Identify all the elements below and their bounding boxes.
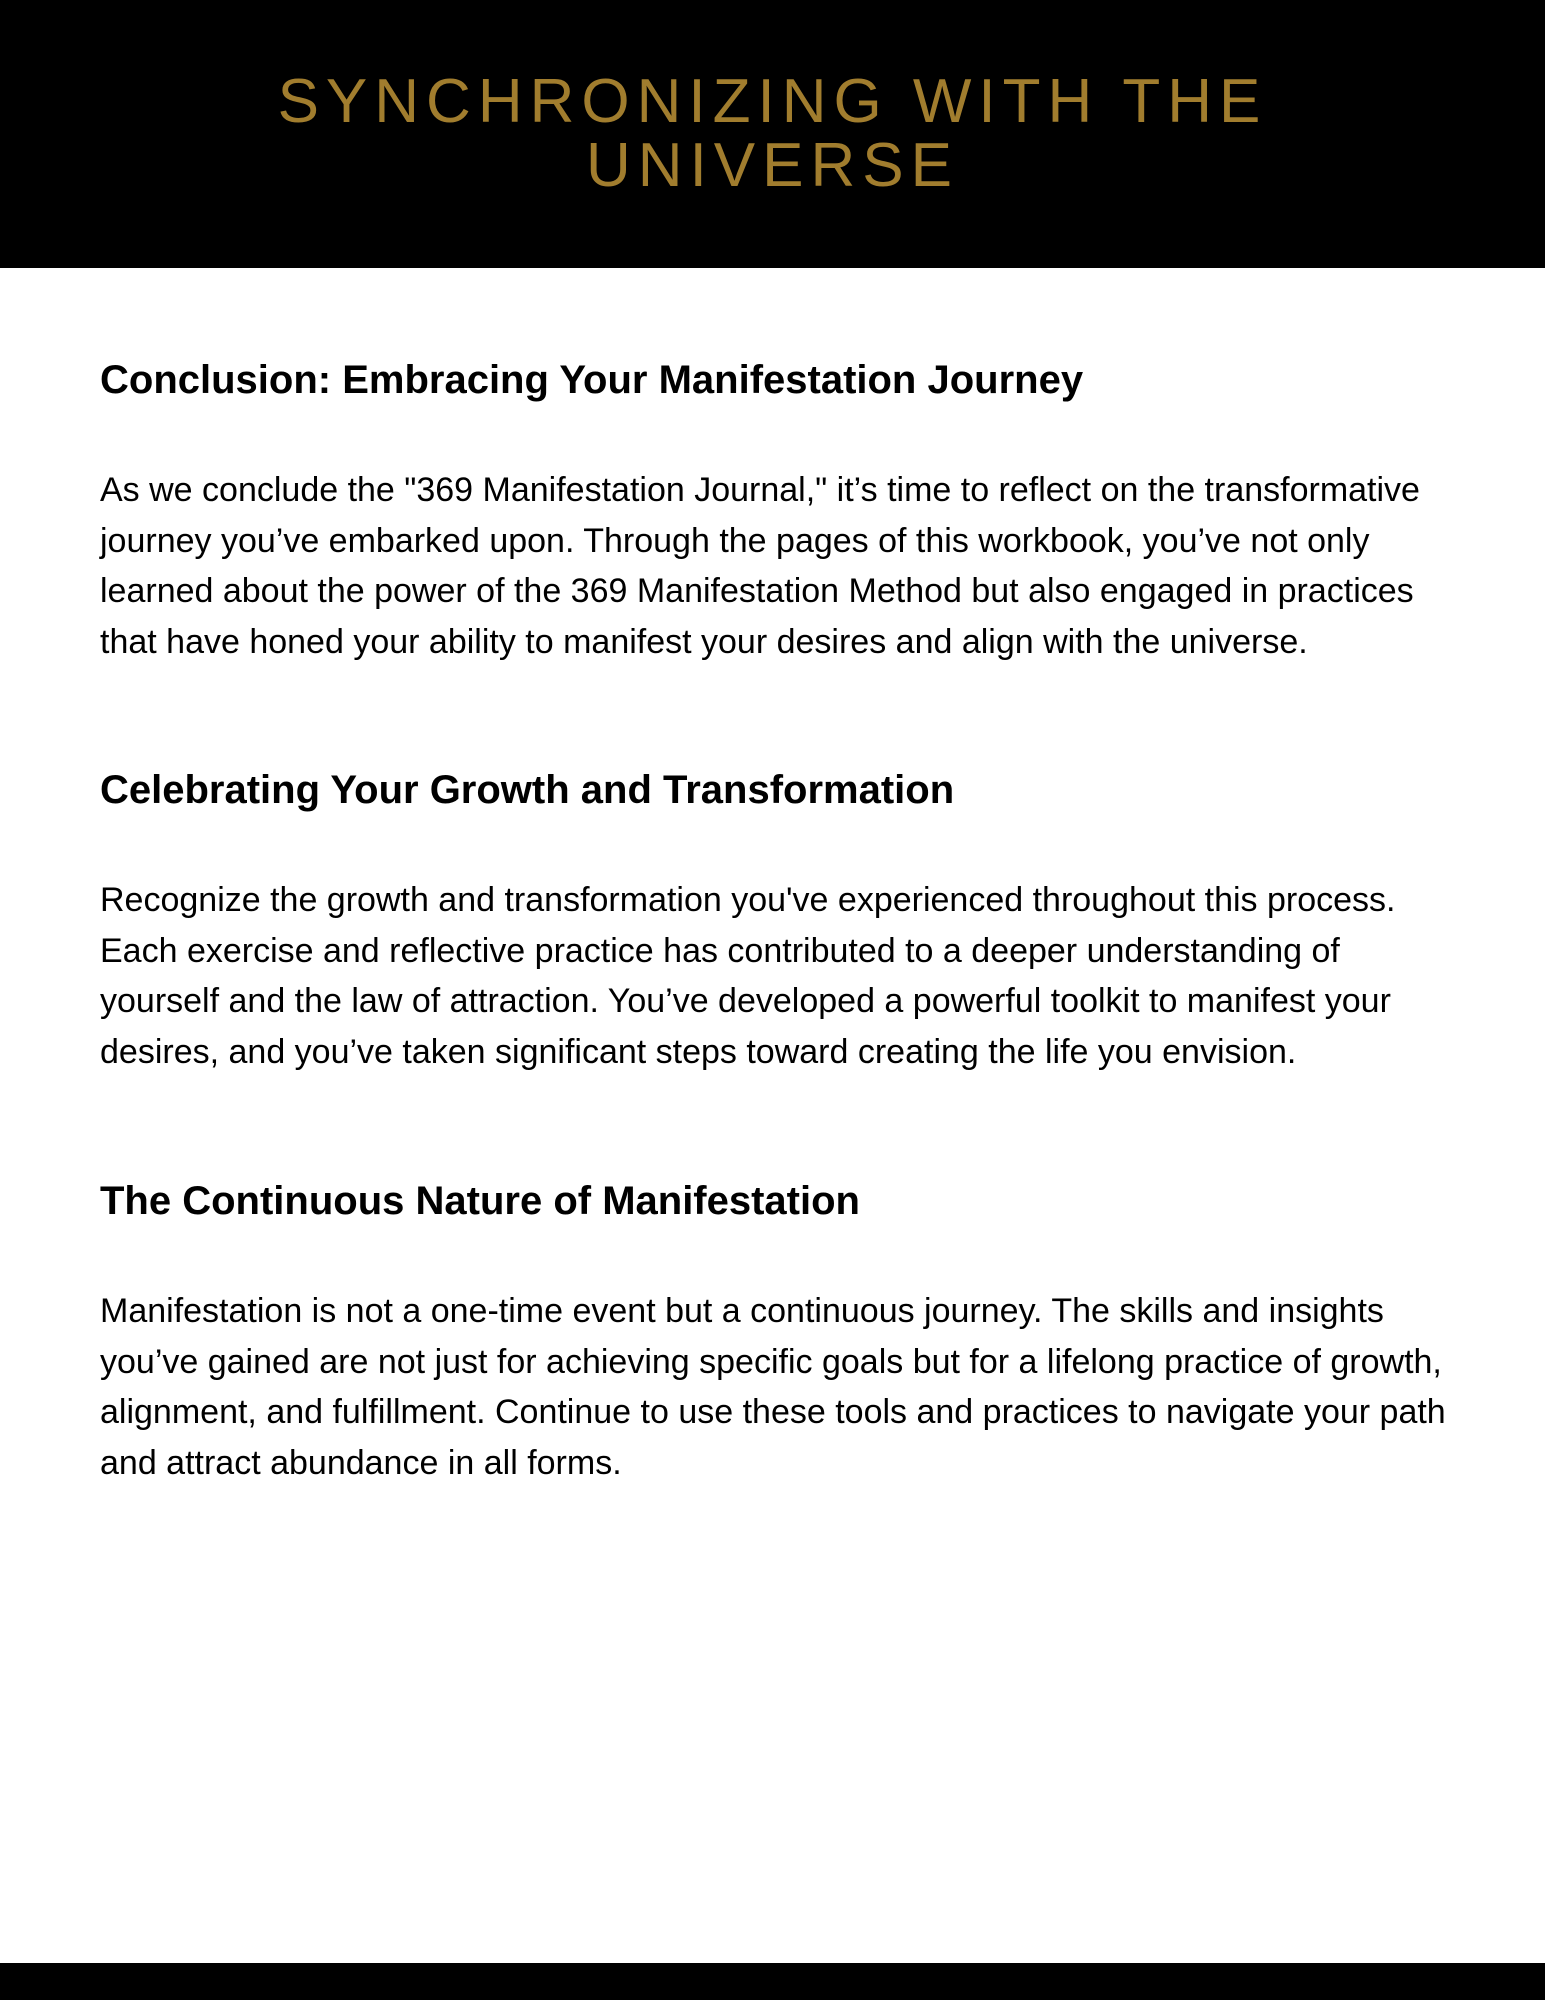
section-heading-growth: Celebrating Your Growth and Transformation: [100, 768, 955, 812]
page-title: SYNCHRONIZING WITH THE UNIVERSE: [277, 67, 1268, 200]
header-banner: [0, 0, 1545, 268]
section-body-growth: Recognize the growth and transformation you've experienced throughout this process. Each exercise and reflective practice has contributed to a deeper understanding of yourself and the law of attraction. You’ve developed a powerful toolkit to manifest your desires, and you’ve taken significant steps toward creating the life you envision.: [100, 881, 1396, 1071]
section-body-continuous: Manifestation is not a one-time event but a continuous journey. The skills and insights you’ve gained are not just for achieving specific goals but for a lifelong practice of growth, alignment, and fulfillment. Continue to use these tools and practices to navigate your path and attract abundance in all forms.: [100, 1292, 1446, 1482]
section-heading-conclusion: Conclusion: Embracing Your Manifestation Journey: [100, 358, 1084, 402]
section-body-conclusion: As we conclude the "369 Manifestation Journal," it’s time to reflect on the transformative journey you’ve embarked upon. Through the pages of this workbook, you’ve not only learned about the power of the 369 Manifestation Method but also engaged in practices that have honed your ability to manifest your desires and align with the universe.: [100, 471, 1420, 661]
section-heading-continuous: The Continuous Nature of Manifestation: [100, 1179, 860, 1223]
footer-bar: [0, 1963, 1545, 2000]
